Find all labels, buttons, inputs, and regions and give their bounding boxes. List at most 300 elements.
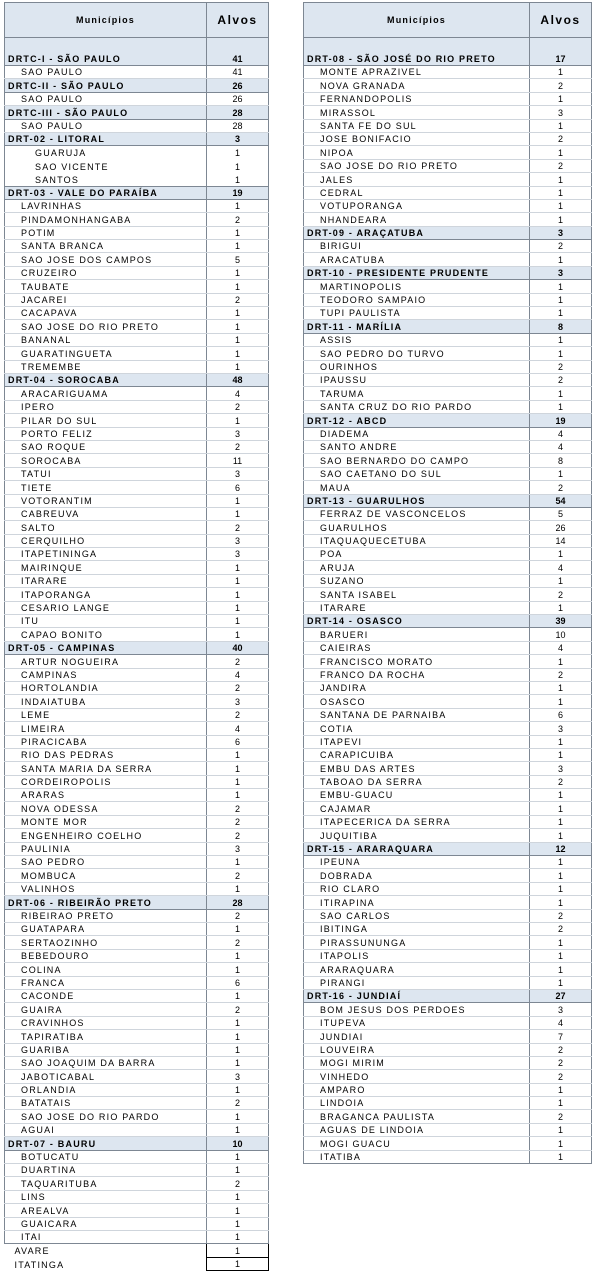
municipio-row (304, 199, 592, 212)
municipio-name: SAO JOSE DO RIO PARDO (5, 1110, 207, 1123)
municipio-name: NOVA GRANADA (304, 79, 530, 92)
municipio-name: COLINA (5, 963, 207, 976)
alvos-value: 1 (530, 802, 592, 815)
municipio-name: ITAQUAQUECETUBA (304, 534, 530, 547)
region-name: DRT-09 - ARAÇATUBA (304, 226, 530, 239)
alvos-value: 4 (207, 387, 269, 400)
alvos-value: 1 (207, 360, 269, 373)
municipio-name: CAJAMAR (304, 802, 530, 815)
alvos-value: 2 (530, 360, 592, 373)
region-name: DRT-10 - PRESIDENTE PRUDENTE (304, 266, 530, 279)
alvos-value: 1 (207, 574, 269, 587)
alvos-value: 1 (530, 574, 592, 587)
alvos-value: 1 (530, 253, 592, 266)
municipio-name: CERQUILHO (5, 534, 207, 547)
municipio-name: TAPIRATIBA (5, 1030, 207, 1043)
municipio-name: MAUA (304, 481, 530, 494)
municipio-row (5, 119, 269, 132)
municipio-name: ITATIBA (304, 1150, 530, 1163)
alvos-value: 2 (207, 1003, 269, 1016)
region-name: DRTC-I - SÃO PAULO (5, 38, 207, 66)
municipio-row (304, 146, 592, 159)
alvos-value: 1 (530, 869, 592, 882)
alvos-value: 3 (207, 427, 269, 440)
municipio-row (304, 641, 592, 654)
municipio-row (5, 815, 269, 828)
alvos-value: 1 (207, 280, 269, 293)
municipio-row (5, 1177, 269, 1190)
municipio-row (304, 119, 592, 132)
municipio-name: CRAVINHOS (5, 1016, 207, 1029)
municipio-row (304, 681, 592, 694)
left-table-body (5, 38, 269, 1271)
right-targets-table (303, 2, 592, 1164)
municipio-row (304, 949, 592, 962)
alvos-value: 1 (530, 681, 592, 694)
municipio-name: GUARULHOS (304, 521, 530, 534)
alvos-value: 4 (530, 427, 592, 440)
region-total: 3 (530, 266, 592, 279)
municipio-name: SALTO (5, 521, 207, 534)
alvos-value: 2 (530, 1056, 592, 1069)
alvos-value: 1 (530, 601, 592, 614)
alvos-value: 1 (530, 936, 592, 949)
municipio-row (304, 253, 592, 266)
municipio-name: GUARATINGUETA (5, 347, 207, 360)
alvos-value: 1 (207, 588, 269, 601)
alvos-value: 2 (207, 400, 269, 413)
municipio-name: SANTA BRANCA (5, 240, 207, 253)
alvos-value: 1 (207, 240, 269, 253)
municipio-name: TAUBATE (5, 280, 207, 293)
municipio-row (5, 909, 269, 922)
municipio-name: ITAPECERICA DA SERRA (304, 815, 530, 828)
alvos-value: 1 (530, 856, 592, 869)
municipio-name: SAO PAULO (5, 119, 207, 132)
municipio-row (304, 923, 592, 936)
municipio-name: FRANCA (5, 976, 207, 989)
municipio-row (304, 909, 592, 922)
municipio-row (304, 588, 592, 601)
municipio-name: EMBU-GUACU (304, 789, 530, 802)
municipios-header: Municípios (5, 3, 207, 38)
alvos-value: 41 (207, 66, 269, 79)
alvos-value: 1 (530, 467, 592, 480)
municipio-row (304, 708, 592, 721)
municipio-row (304, 280, 592, 293)
alvos-value: 2 (207, 936, 269, 949)
alvos-value: 14 (530, 534, 592, 547)
alvos-value: 1 (207, 882, 269, 895)
municipio-row (304, 1030, 592, 1043)
alvos-value: 1 (530, 815, 592, 828)
municipio-row (304, 1083, 592, 1096)
municipio-row (304, 1150, 592, 1163)
alvos-value: 8 (530, 454, 592, 467)
alvos-value: 1 (530, 66, 592, 79)
alvos-value: 1 (207, 1030, 269, 1043)
alvos-value: 1 (207, 1164, 269, 1177)
municipio-row (304, 534, 592, 547)
alvos-value: 1 (530, 1097, 592, 1110)
municipio-row (5, 1083, 269, 1096)
alvos-value: 2 (530, 1043, 592, 1056)
alvos-value: 1 (530, 882, 592, 895)
municipio-name: RIO CLARO (304, 882, 530, 895)
municipio-name: SAO VICENTE (5, 159, 207, 172)
alvos-value: 1 (530, 199, 592, 212)
municipio-row (304, 454, 592, 467)
alvos-value: 3 (530, 762, 592, 775)
municipio-row (304, 963, 592, 976)
municipio-row (304, 240, 592, 253)
municipio-row (304, 869, 592, 882)
alvos-header: Alvos (207, 3, 269, 38)
region-total: 19 (207, 186, 269, 199)
municipio-row (5, 936, 269, 949)
alvos-value: 2 (207, 521, 269, 534)
region-name: DRT-11 - MARÍLIA (304, 320, 530, 333)
alvos-value: 1 (207, 1257, 269, 1270)
region-row (304, 266, 592, 279)
municipio-name: SANTA CRUZ DO RIO PARDO (304, 400, 530, 413)
municipio-name: LOUVEIRA (304, 1043, 530, 1056)
alvos-value: 1 (530, 1123, 592, 1136)
alvos-value: 4 (530, 1016, 592, 1029)
municipio-name: ORLANDIA (5, 1083, 207, 1096)
municipio-row (304, 1043, 592, 1056)
alvos-value: 2 (530, 132, 592, 145)
municipio-name: SAO ROQUE (5, 440, 207, 453)
alvos-value: 2 (530, 668, 592, 681)
right-table-body (304, 38, 592, 1164)
municipio-name: NIPOA (304, 146, 530, 159)
municipio-name: SANTA MARIA DA SERRA (5, 762, 207, 775)
municipio-row (5, 949, 269, 962)
municipio-name: ARACARIGUAMA (5, 387, 207, 400)
municipio-row (304, 507, 592, 520)
municipio-name: SANTA ISABEL (304, 588, 530, 601)
municipio-row (304, 722, 592, 735)
municipio-name: TUPI PAULISTA (304, 307, 530, 320)
region-total: 19 (530, 414, 592, 427)
municipio-row (5, 1070, 269, 1083)
municipio-row (5, 1056, 269, 1069)
municipio-name: CARAPICUIBA (304, 748, 530, 761)
municipio-row (5, 963, 269, 976)
alvos-value: 1 (530, 789, 592, 802)
alvos-value: 1 (530, 347, 592, 360)
municipio-row (5, 574, 269, 587)
municipio-row (5, 802, 269, 815)
municipio-row (5, 708, 269, 721)
alvos-value: 2 (530, 159, 592, 172)
municipio-row (5, 842, 269, 855)
municipio-name: SUZANO (304, 574, 530, 587)
left-targets-table (4, 2, 269, 1271)
municipio-row (304, 775, 592, 788)
table-header (5, 3, 269, 38)
municipio-name: INDAIATUBA (5, 695, 207, 708)
alvos-value: 1 (530, 400, 592, 413)
municipio-row (304, 628, 592, 641)
municipio-row (304, 896, 592, 909)
alvos-value: 1 (207, 173, 269, 186)
municipio-row (5, 1150, 269, 1163)
municipio-name: PORTO FELIZ (5, 427, 207, 440)
region-row (5, 79, 269, 92)
municipio-row (304, 815, 592, 828)
alvos-value: 1 (207, 307, 269, 320)
alvos-value: 2 (207, 815, 269, 828)
municipio-name: ITIRAPINA (304, 896, 530, 909)
alvos-value: 2 (207, 829, 269, 842)
municipio-name: BATATAIS (5, 1097, 207, 1110)
municipio-name: AVARE (14, 1246, 50, 1257)
alvos-value: 3 (530, 1003, 592, 1016)
alvos-value: 2 (530, 775, 592, 788)
table-header (304, 3, 592, 38)
region-name: DRT-06 - RIBEIRÃO PRETO (5, 896, 207, 909)
municipio-name: AGUAS DE LINDOIA (304, 1123, 530, 1136)
municipio-name: SERTAOZINHO (5, 936, 207, 949)
region-name: DRT-08 - SÃO JOSÉ DO RIO PRETO (304, 38, 530, 66)
municipio-name: BOTUCATU (5, 1150, 207, 1163)
alvos-value: 1 (207, 199, 269, 212)
municipio-name: ITU (5, 615, 207, 628)
alvos-value: 1 (207, 1043, 269, 1056)
municipio-row (5, 440, 269, 453)
alvos-value: 1 (530, 548, 592, 561)
municipio-name: PINDAMONHANGABA (5, 213, 207, 226)
municipio-name: ITAPORANGA (5, 588, 207, 601)
municipio-name: SAO PAULO (5, 92, 207, 105)
alvos-value: 2 (207, 440, 269, 453)
municipio-row (5, 1204, 269, 1217)
municipio-name: CRUZEIRO (5, 266, 207, 279)
alvos-value: 2 (530, 1070, 592, 1083)
municipio-name: CESARIO LANGE (5, 601, 207, 614)
municipio-name: MOGI MIRIM (304, 1056, 530, 1069)
municipio-row (5, 923, 269, 936)
region-total: 12 (530, 842, 592, 855)
municipio-name: ITARARE (304, 601, 530, 614)
municipio-row (5, 159, 269, 172)
municipio-row (5, 146, 269, 159)
alvos-value: 1 (530, 748, 592, 761)
municipio-name: LAVRINHAS (5, 199, 207, 212)
municipio-row (5, 454, 269, 467)
municipio-name: CAMPINAS (5, 668, 207, 681)
municipio-row (5, 1164, 269, 1177)
alvos-value: 2 (530, 588, 592, 601)
municipio-row (5, 762, 269, 775)
region-name: DRT-14 - OSASCO (304, 615, 530, 628)
alvos-value: 1 (207, 963, 269, 976)
alvos-value: 1 (207, 494, 269, 507)
municipio-name: GUAICARA (5, 1217, 207, 1230)
municipio-row (304, 748, 592, 761)
municipio-name: BARUERI (304, 628, 530, 641)
municipio-row (5, 414, 269, 427)
alvos-value: 3 (530, 106, 592, 119)
municipio-name: BRAGANCA PAULISTA (304, 1110, 530, 1123)
alvos-value: 1 (207, 146, 269, 159)
alvos-value: 1 (530, 655, 592, 668)
municipio-name: CABREUVA (5, 507, 207, 520)
municipio-name: ITARARE (5, 574, 207, 587)
municipio-row (304, 347, 592, 360)
municipio-row (5, 293, 269, 306)
municipio-row (304, 427, 592, 440)
municipio-name: SAO JOSE DO RIO PRETO (304, 159, 530, 172)
municipio-name: POA (304, 548, 530, 561)
alvos-value: 2 (207, 802, 269, 815)
region-row (304, 226, 592, 239)
municipio-name: MAIRINQUE (5, 561, 207, 574)
municipio-row (304, 561, 592, 574)
municipio-row (304, 1110, 592, 1123)
municipio-name: MARTINOPOLIS (304, 280, 530, 293)
municipio-row (5, 976, 269, 989)
municipio-row (5, 66, 269, 79)
alvos-value: 4 (530, 561, 592, 574)
municipio-row (304, 373, 592, 386)
municipio-name: PIRACICABA (5, 735, 207, 748)
alvos-value: 1 (207, 615, 269, 628)
region-name: DRT-04 - SOROCABA (5, 373, 207, 386)
municipio-row (5, 735, 269, 748)
municipio-row (304, 307, 592, 320)
alvos-value: 6 (207, 481, 269, 494)
municipio-row (5, 1123, 269, 1136)
alvos-value: 1 (530, 949, 592, 962)
alvos-value: 4 (530, 641, 592, 654)
municipio-row (5, 856, 269, 869)
alvos-value: 1 (530, 146, 592, 159)
region-total: 17 (530, 38, 592, 66)
municipio-row (5, 521, 269, 534)
municipio-row (304, 976, 592, 989)
region-row (5, 641, 269, 654)
alvos-value: 2 (530, 79, 592, 92)
municipio-row (304, 1137, 592, 1150)
municipio-name: AREALVA (5, 1204, 207, 1217)
municipio-name: ENGENHEIRO COELHO (5, 829, 207, 842)
municipio-row (304, 1016, 592, 1029)
municipio-row (5, 561, 269, 574)
municipio-name: JALES (304, 173, 530, 186)
alvos-value: 1 (530, 829, 592, 842)
municipio-row (304, 856, 592, 869)
alvos-value: 1 (207, 1217, 269, 1230)
region-name: DRT-16 - JUNDIAÍ (304, 989, 530, 1002)
alvos-value: 3 (207, 842, 269, 855)
region-row (5, 132, 269, 145)
municipio-name: LEME (5, 708, 207, 721)
municipio-row (5, 655, 269, 668)
region-row (5, 106, 269, 119)
municipio-row (5, 387, 269, 400)
municipio-row (5, 240, 269, 253)
municipio-name: RIO DAS PEDRAS (5, 748, 207, 761)
alvos-value: 3 (530, 722, 592, 735)
alvos-value: 1 (530, 1137, 592, 1150)
alvos-value: 6 (530, 708, 592, 721)
alvos-value: 1 (530, 387, 592, 400)
municipio-name: OURINHOS (304, 360, 530, 373)
municipio-name: LINDOIA (304, 1097, 530, 1110)
alvos-value: 1 (207, 1110, 269, 1123)
alvos-value: 1 (207, 266, 269, 279)
region-total: 27 (530, 989, 592, 1002)
region-name: DRT-15 - ARARAQUARA (304, 842, 530, 855)
municipio-row (5, 1190, 269, 1203)
region-total: 28 (207, 106, 269, 119)
municipio-name: CAIEIRAS (304, 641, 530, 654)
municipio-name: GUATAPARA (5, 923, 207, 936)
municipio-name: JACAREI (5, 293, 207, 306)
municipio-row (5, 548, 269, 561)
municipio-row (5, 213, 269, 226)
region-name: DRT-07 - BAURU (5, 1137, 207, 1150)
region-name: DRTC-III - SÃO PAULO (5, 106, 207, 119)
alvos-value: 1 (207, 789, 269, 802)
municipio-name: AGUAI (5, 1123, 207, 1136)
municipio-row (5, 695, 269, 708)
alvos-value: 1 (207, 1016, 269, 1029)
alvos-value: 2 (530, 923, 592, 936)
municipio-row (304, 106, 592, 119)
alvos-value: 2 (530, 481, 592, 494)
municipio-row (304, 668, 592, 681)
municipio-row (304, 387, 592, 400)
alvos-value: 2 (207, 655, 269, 668)
municipio-name: SAO JOSE DO RIO PRETO (5, 320, 207, 333)
municipio-row (5, 1043, 269, 1056)
municipio-row (304, 360, 592, 373)
alvos-value: 1 (207, 1230, 269, 1243)
municipio-row (304, 213, 592, 226)
municipio-name: SANTO ANDRE (304, 440, 530, 453)
municipio-row (5, 1257, 269, 1270)
alvos-header: Alvos (530, 3, 592, 38)
municipio-name: MONTE APRAZIVEL (304, 66, 530, 79)
region-name: DRT-03 - VALE DO PARAÍBA (5, 186, 207, 199)
alvos-value: 2 (207, 909, 269, 922)
region-total: 48 (207, 373, 269, 386)
alvos-value: 6 (207, 976, 269, 989)
municipio-row (304, 1070, 592, 1083)
alvos-value: 3 (207, 534, 269, 547)
municipio-name: VALINHOS (5, 882, 207, 895)
municipio-row (304, 762, 592, 775)
municipio-row (5, 1097, 269, 1110)
municipio-row (304, 789, 592, 802)
municipio-name: PIRASSUNUNGA (304, 936, 530, 949)
municipio-name: PILAR DO SUL (5, 414, 207, 427)
municipio-name: ITUPEVA (304, 1016, 530, 1029)
alvos-value: 26 (530, 521, 592, 534)
alvos-value: 4 (530, 440, 592, 453)
region-row (304, 320, 592, 333)
municipio-row (5, 266, 269, 279)
municipio-name: TREMEMBE (5, 360, 207, 373)
municipio-row (5, 1244, 269, 1257)
municipio-row (5, 494, 269, 507)
municipio-name: POTIM (5, 226, 207, 239)
municipio-row (304, 132, 592, 145)
